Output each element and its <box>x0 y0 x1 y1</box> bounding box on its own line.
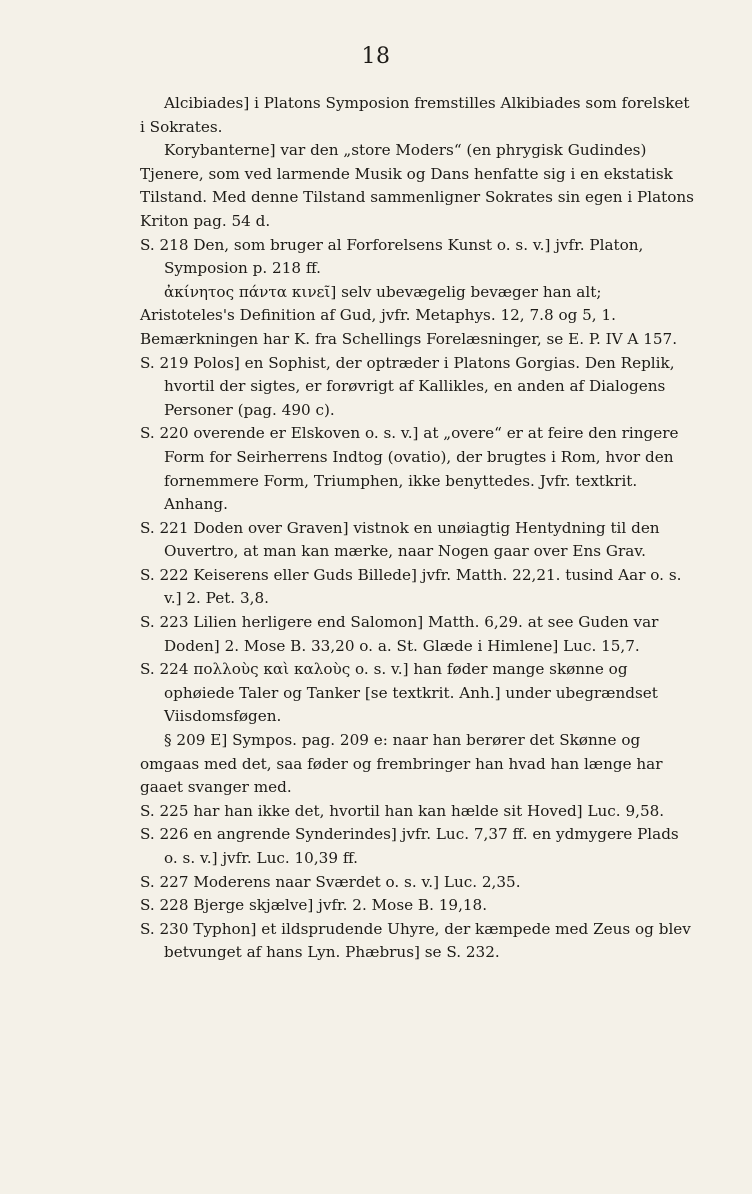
note-korybanterne: Korybanterne] var den „store Moders“ (en phrygisk Gudindes) Tjenere, som ved larmende Musik og Dans henfatte sig i en ekstatisk Tilstand. Med denne Tilstand sammenligner Sokrates sin egen i Platons Kriton pag. 54 d. <box>140 141 694 230</box>
note-s227: S. 227 Moderens naar Sværdet o. s. v.] Luc. 2,35. <box>140 872 521 891</box>
note-s220: S. 220 overende er Elskoven o. s. v.] at „overe“ er at feire den ringere Form for Seirherrens Indtog (ovatio), der brugtes i Rom, hvor den fornemmere Form, Triumphen, ikke benyttedes. Jvfr. textkrit. Anhang. <box>140 424 679 514</box>
note-alcibiades: Alcibiades] i Platons Symposion fremstilles Alkibiades som forelsket i Sokrates. <box>140 94 690 136</box>
note-s223: S. 223 Lilien herligere end Salomon] Matth. 6,29. at see Guden var Doden] 2. Mose B. 33,20 o. a. St. Glæde i Himlene] Luc. 15,7. <box>140 613 659 655</box>
note-s226: S. 226 en angrende Synderindes] jvfr. Luc. 7,37 ff. en ydmygere Plads o. s. v.] jvfr. Luc. 10,39 ff. <box>140 825 679 867</box>
note-s219: S. 219 Polos] en Sophist, der optræder i Platons Gorgias. Den Replik, hvortil der sigtes, er forøvrigt af Kallikles, en anden af Dialogens Personer (pag. 490 c). <box>140 353 675 419</box>
note-s221: S. 221 Doden over Graven] vistnok en unøiagtig Hentydning til den Ouvertro, at man kan mærke, naar Nogen gaar over Ens Grav. <box>140 518 660 561</box>
note-s218: S. 218 Den, som bruger al Forforelsens Kunst o. s. v.] jvfr. Platon, Symposion p. 218 ff. <box>140 235 644 278</box>
note-s228: S. 228 Bjerge skjælve] jvfr. 2. Mose B. 19,18. <box>140 896 488 915</box>
commentary-text <box>140 92 696 965</box>
note-s222: S. 222 Keiserens eller Guds Billede] jvfr. Matth. 22,21. tusind Aar o. s. v.] 2. Pet. 3,8. <box>140 565 682 608</box>
note-s224: S. 224 πολλοὺς καὶ καλοὺς o. s. v.] han føder mange skønne og ophøiede Taler og Tanker [se textkrit. Anh.] under ubegrændset Viisdomsføgen. <box>140 660 658 726</box>
note-akinetos: ἀκίνητος πάντα κινεῖ] selv ubevægelig bevæger han alt; Aristoteles's Definition af Gud, jvfr. Metaphys. 12, 7.8 og 5, 1. Bemærkningen har K. fra Schellings Forelæsninger, se E. P. IV A 157. <box>140 282 678 348</box>
page-number: 18 <box>361 44 391 69</box>
note-s209e: § 209 E] Sympos. pag. 209 e: naar han berører det Skønne og omgaas med det, saa føder og frembringer han hvad han længe har gaaet svanger med. <box>140 731 663 797</box>
note-s230: S. 230 Typhon] et ildsprudende Uhyre, der kæmpede med Zeus og blev betvunget af hans Lyn. Phæbrus] se S. 232. <box>140 919 691 962</box>
note-s225: S. 225 har han ikke det, hvortil han kan hælde sit Hoved] Luc. 9,58. <box>140 801 665 820</box>
